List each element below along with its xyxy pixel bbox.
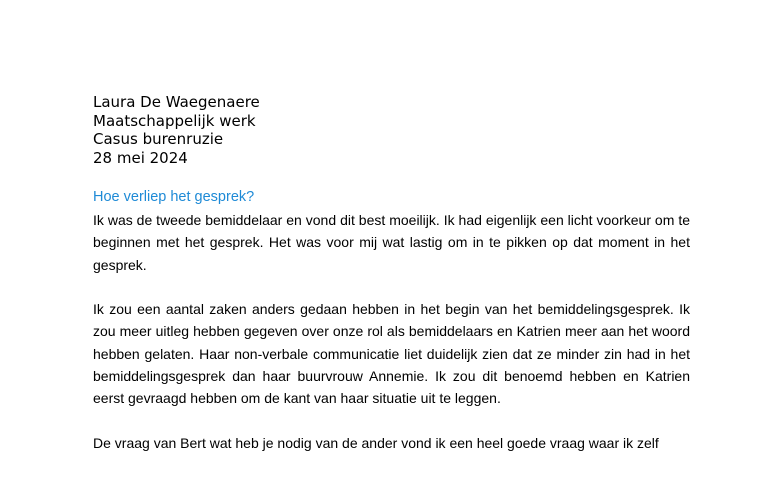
- document-header: [93, 93, 260, 167]
- author-name: Laura De Waegenaere: [93, 93, 260, 111]
- paragraph-1: Ik was de tweede bemiddelaar en vond dit best moeilijk. Ik had eigenlijk een licht voorkeur om te beginnen met het gesprek. Het was voor mij wat lastig om in te pikken op dat moment in het gesprek.: [93, 212, 690, 273]
- course-name: Maatschappelijk werk: [93, 111, 256, 130]
- section-body: [93, 209, 690, 477]
- paragraph-2: Ik zou een aantal zaken anders gedaan hebben in het begin van het bemiddelingsgesprek. Ik zou meer uitleg hebben gegeven over onze rol als bemiddelaars en Katrien meer aan het woord hebben gelaten. Haar non-verbale communicatie liet duidelijk zien dat ze minder zin had in het bemiddelingsgesprek dan haar buurvrouw Annemie. Ik zou dit benoemd hebben en Katrien eerst gevraagd hebben om de kant van haar situatie uit te leggen.: [93, 301, 690, 407]
- section-heading: Hoe verliep het gesprek?: [93, 189, 255, 205]
- paragraph-3: De vraag van Bert wat heb je nodig van de ander vond ik een heel goede vraag waar ik zelf: [93, 434, 659, 451]
- case-subject: Casus burenruzie: [93, 130, 224, 148]
- document-date: 28 mei 2024: [93, 148, 188, 167]
